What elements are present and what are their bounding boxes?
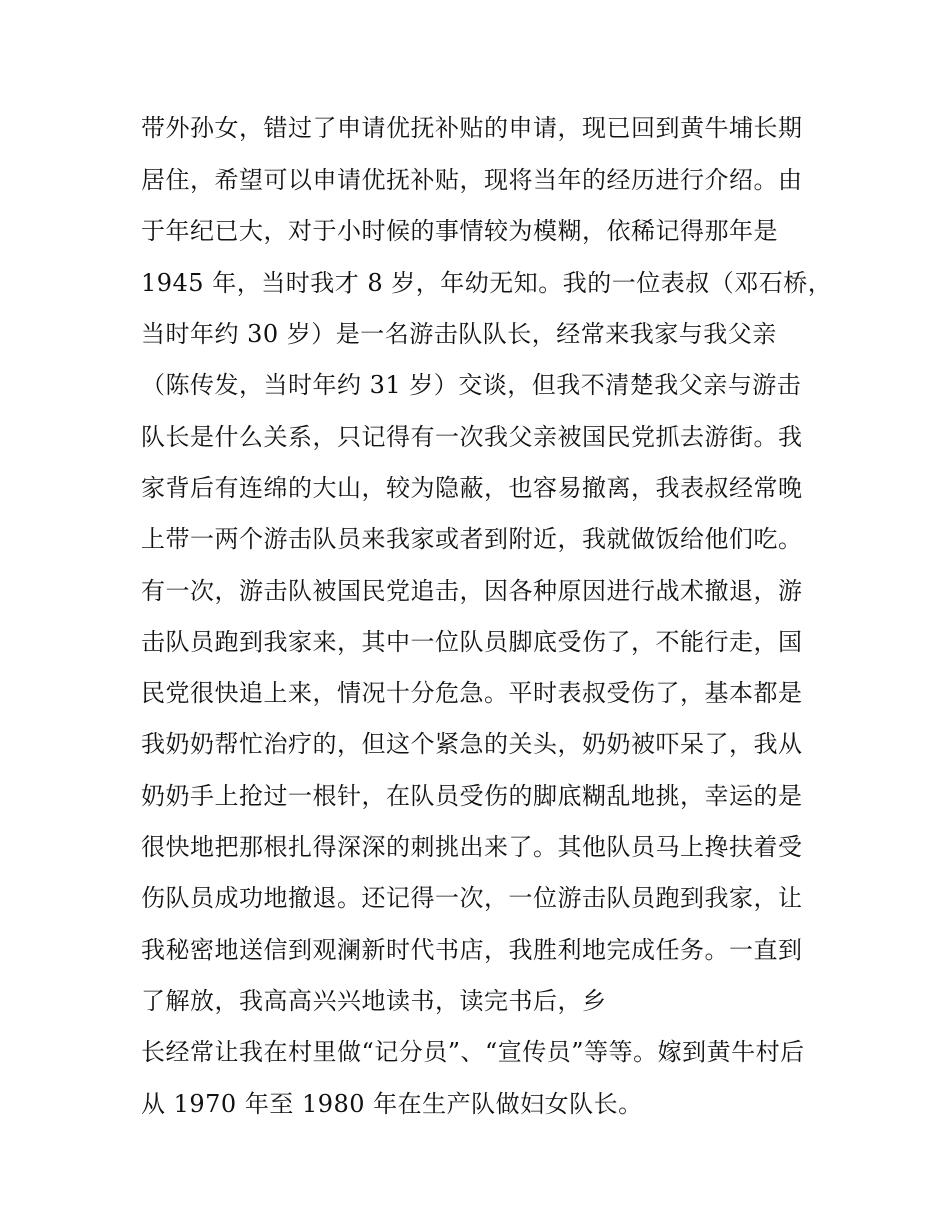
text-line: 长经常让我在村里做“记分员”、“宣传员”等等。嫁到黄牛村后 [141,1038,805,1066]
text-line: 我秘密地送信到观澜新时代书店，我胜利地完成任务。一直到 [141,936,803,964]
text-line: 有一次，游击队被国民党追击，因各种原因进行战术撤退，游 [141,577,803,605]
text-line: 很快地把那根扎得深深的刺挑出来了。其他队员马上搀扶着受 [141,833,803,861]
text-line: 队长是什么关系，只记得有一次我父亲被国民党抓去游街。我 [141,423,803,451]
text-line: 奶奶手上抢过一根针，在队员受伤的脚底糊乱地挑，幸运的是 [141,782,803,810]
text-line: （陈传发，当时年约 31 岁）交谈，但我不清楚我父亲与游击 [141,371,802,399]
text-line: 家背后有连绵的大山，较为隐蔽，也容易撤离，我表叔经常晚 [141,474,803,502]
text-line: 了解放，我高高兴兴地读书，读完书后，乡 [141,987,607,1015]
text-line: 民党很快追上来，情况十分危急。平时表叔受伤了，基本都是 [141,679,803,707]
text-line: 当时年约 30 岁）是一名游击队队长，经常来我家与我父亲 [141,320,777,348]
text-line: 于年纪已大，对于小时候的事情较为模糊，依稀记得那年是 [141,217,778,245]
text-line: 从 1970 年至 1980 年在生产队做妇女队长。 [141,1090,643,1118]
text-line: 上带一两个游击队员来我家或者到附近，我就做饭给他们吃。 [141,525,803,553]
text-line: 带外孙女，错过了申请优抚补贴的申请，现已回到黄牛埔长期 [141,114,803,142]
text-line: 我奶奶帮忙治疗的，但这个紧急的关头，奶奶被吓呆了，我从 [141,730,803,758]
text-line: 1945 年，当时我才 8 岁，年幼无知。我的一位表叔（邓石桥， [141,269,833,297]
text-line: 伤队员成功地撤退。还记得一次，一位游击队员跑到我家，让 [141,884,803,912]
text-line: 击队员跑到我家来，其中一位队员脚底受伤了，不能行走，国 [141,628,803,656]
text-line: 居住，希望可以申请优抚补贴，现将当年的经历进行介绍。由 [141,166,803,194]
